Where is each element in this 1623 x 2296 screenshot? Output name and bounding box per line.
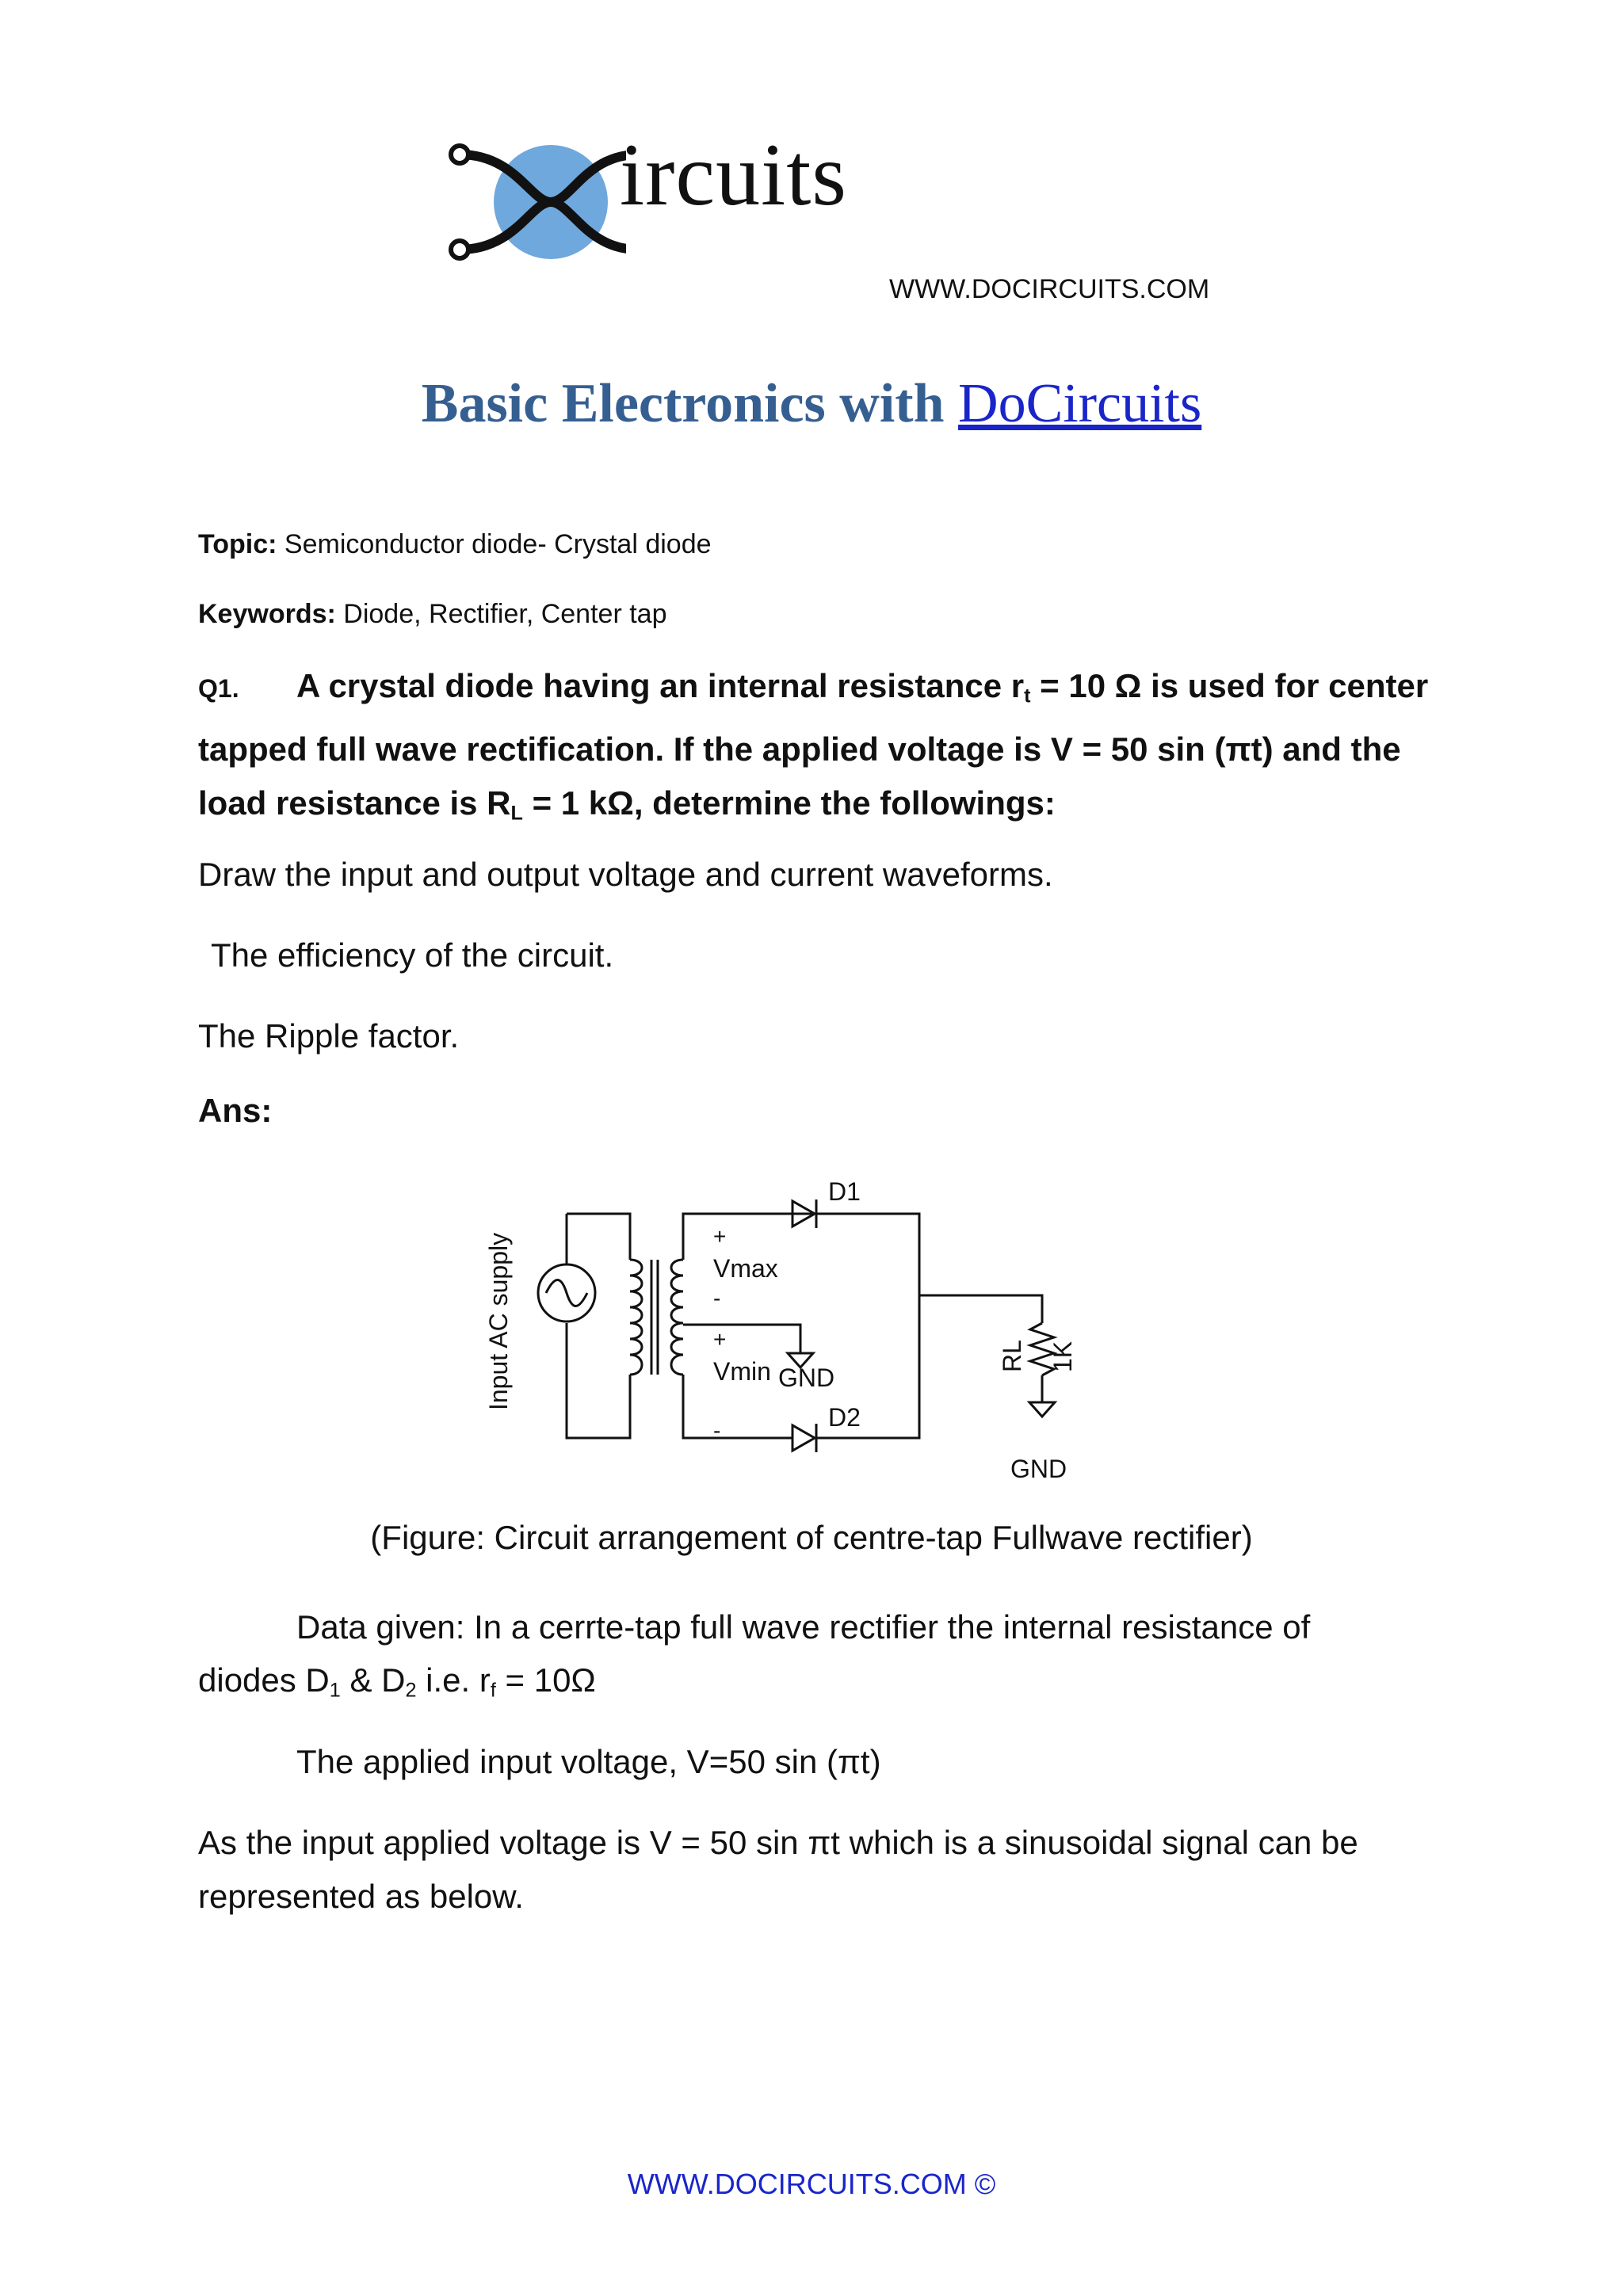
applied-voltage-line: The applied input voltage, V=50 sin (πt) bbox=[296, 1743, 881, 1780]
keywords-value: Diode, Rectifier, Center tap bbox=[343, 599, 667, 629]
question-line-3: load resistance is $R_L = 1$ kΩ, determine the followings: bbox=[198, 784, 1056, 825]
page-title bbox=[0, 372, 1623, 436]
rl-value-label: 1K bbox=[1048, 1341, 1077, 1372]
wire bbox=[567, 1214, 630, 1260]
task-item: The Ripple factor. bbox=[198, 1017, 460, 1055]
minus-bottom: - bbox=[713, 1418, 721, 1443]
topic-line bbox=[198, 529, 712, 560]
question-number: Q1. bbox=[198, 674, 239, 703]
vmax-label: Vmax bbox=[713, 1254, 778, 1283]
minus-top: - bbox=[713, 1286, 721, 1310]
topic-value: Semiconductor diode- Crystal diode bbox=[284, 529, 712, 559]
footer-link[interactable]: WWW.DOCIRCUITS.COM © bbox=[627, 2168, 996, 2195]
title-text: Basic Electronics with bbox=[421, 373, 945, 434]
supply-label: Input AC supply bbox=[484, 1232, 513, 1410]
plus-top: + bbox=[713, 1224, 727, 1249]
logo-mark-icon bbox=[444, 131, 626, 269]
title-link[interactable]: DoCircuits bbox=[958, 373, 1202, 434]
logo-wordmark: ircuits bbox=[620, 126, 847, 224]
primary-coil-icon bbox=[630, 1260, 642, 1375]
input-line-1: As the input applied voltage is V = 50 sin πt which is a sinusoidal signal can be bbox=[198, 1824, 1358, 1861]
input-line-2: represented as below. bbox=[198, 1878, 524, 1915]
data-given-line-1: Data given: In a cerrte-tap full wave rectifier the internal resistance of bbox=[296, 1608, 1311, 1646]
vmin-label: Vmin bbox=[713, 1357, 771, 1386]
answer-label: Ans: bbox=[198, 1092, 273, 1129]
data-given-line-2: diodes $D_1$ & $D_2$ i.e. $r_f = 10\Omega$ bbox=[198, 1661, 596, 1702]
gnd-load-label: GND bbox=[1010, 1455, 1067, 1483]
diode-d2-icon bbox=[792, 1424, 824, 1452]
task-item: Draw the input and output voltage and current waveforms. bbox=[198, 856, 1053, 893]
ground-load-icon bbox=[1029, 1402, 1055, 1417]
question-line-2: tapped full wave rectification. If the applied voltage is V = 50 sin (πt) and the bbox=[198, 730, 1401, 769]
d2-label: D2 bbox=[828, 1403, 861, 1432]
gnd-center-label: GND bbox=[778, 1363, 835, 1392]
question-block bbox=[198, 659, 1434, 841]
plus-mid: + bbox=[713, 1327, 727, 1352]
circuit-diagram bbox=[475, 1165, 1109, 1497]
secondary-coil-icon bbox=[671, 1260, 683, 1375]
docircuits-logo bbox=[444, 126, 888, 269]
figure-caption: (Figure: Circuit arrangement of centre-tap Fullwave rectifier) bbox=[370, 1519, 1253, 1556]
task-item: The efficiency of the circuit. bbox=[211, 936, 614, 974]
keywords-label: Keywords: bbox=[198, 599, 336, 629]
website-url[interactable]: WWW.DOCIRCUITS.COM bbox=[889, 274, 1210, 304]
question-line-1: Q1. A crystal diode having an internal resistance $r_t = 10$ Ω is used for center bbox=[198, 659, 1434, 723]
topic-label: Topic: bbox=[198, 529, 277, 559]
rl-label: RL bbox=[998, 1340, 1026, 1372]
d1-label: D1 bbox=[828, 1177, 861, 1206]
keywords-line bbox=[198, 599, 666, 630]
